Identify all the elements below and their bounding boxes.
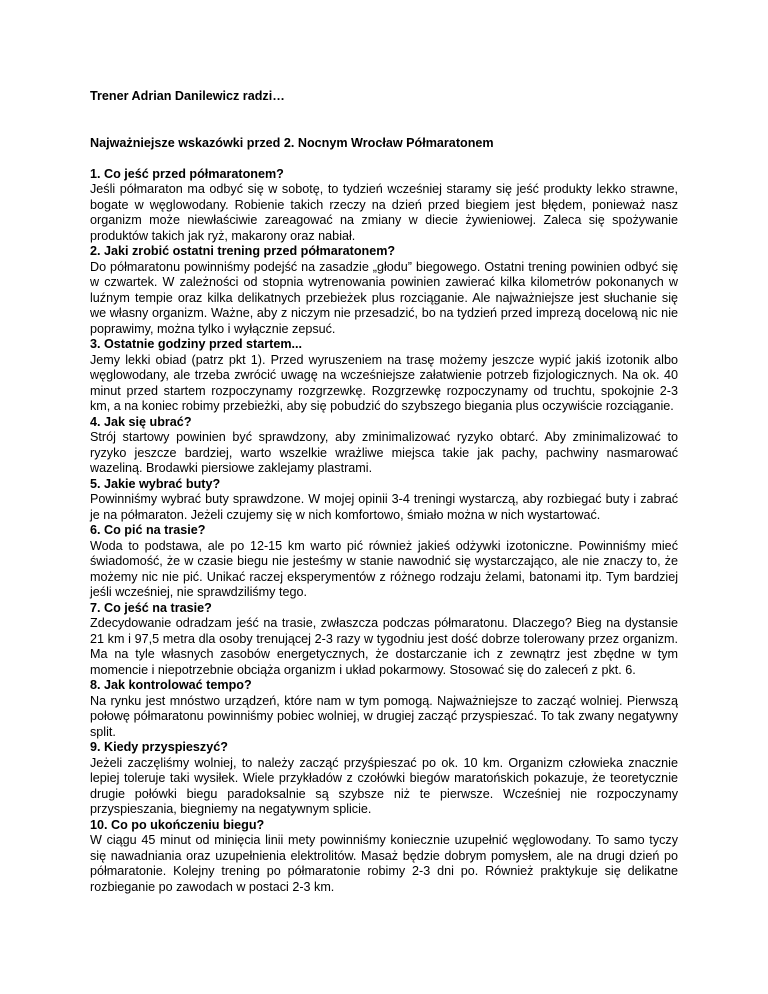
section-heading: 7. Co jeść na trasie?: [90, 600, 212, 615]
section-body: Jemy lekki obiad (patrz pkt 1). Przed wyruszeniem na trasę możemy jeszcze wypić jakiś izotonik albo węglowodany, ale trzeba zwrócić uwagę na wcześniejsze załatwienie potrzeb fizjologicznych. Na ok. 40 minut przed startem rozpoczynamy rozgrzewkę. Rozgrzewkę rozpoczynamy od truchtu, spokojnie 2-3 km, a na koniec robimy przebieżki, aby się pobudzić do szybszego biegania plus oczywiście rozciąganie.: [90, 352, 678, 413]
section-body: Strój startowy powinien być sprawdzony, aby zminimalizować ryzyko obtarć. Aby zminimalizować to ryzyko jeszcze bardziej, warto wszelkie wrażliwe miejsca takie jak pachy, pachwiny nasmarować wazeliną. Brodawki piersiowe zaklejamy plastrami.: [90, 430, 678, 475]
section-heading: 6. Co pić na trasie?: [90, 523, 206, 537]
document-title: Trener Adrian Danilewicz radzi…: [90, 89, 285, 103]
section-body: W ciągu 45 minut od minięcia linii mety powinniśmy koniecznie uzupełnić węglowodany. To samo tyczy się nawadniania oraz uzupełnienia elektrolitów. Masaż będzie dobrym pomysłem, ale na drugi dzień po półmaratonie. Kolejny trening po półmaratonie robimy 2-3 dni po. Również praktykuje się delikatne rozbieganie po zawodach w postaci 2-3 km.: [90, 833, 678, 894]
section-body: Jeżeli zaczęliśmy wolniej, to należy zacząć przyśpieszać po ok. 10 km. Organizm człowieka znacznie lepiej toleruje taki wysiłek. Wiele przykładów z czołówki biegów maratońskich pokazuje, że teoretycznie drugie połówki biegu paradoksalnie są szybsze niż te pierwsze. Wcześniej nie rozpoczynamy przyspieszania, biegniemy na negatywnym splicie.: [90, 755, 678, 816]
section-heading: 8. Jak kontrolować tempo?: [90, 678, 252, 692]
section-body: Powinniśmy wybrać buty sprawdzone. W mojej opinii 3-4 treningi wystarczą, aby rozbiegać buty i zabrać je na półmaraton. Jeżeli czujemy się w nich komfortowo, śmiało można w nich wystartować.: [90, 492, 678, 522]
section-heading: 10. Co po ukończeniu biegu?: [90, 817, 265, 832]
section-body: Do półmaratonu powinniśmy podejść na zasadzie „głodu” biegowego. Ostatni trening powinien odbyć się w czwartek. W zależności od stopnia wytrenowania powinien zawierać kilka kilometrów pokonanych w luźnym tempie oraz kilka delikatnych przebieżek plus rozciąganie. Ale najważniejsze jest słuchanie się we własny organizm. Ważne, aby z niczym nie przesadzić, bo na tydzień przed imprezą docelową nic nie poprawimy, można tylko i wyłącznie zepsuć.: [90, 259, 678, 336]
document-page: [90, 89, 678, 895]
section-heading: 5. Jakie wybrać buty?: [90, 476, 221, 491]
section-body: Woda to podstawa, ale po 12-15 km warto pić również jakieś odżywki izotoniczne. Powinniśmy mieć świadomość, że w czasie biegu nie jesteśmy w stanie nawodnić się wystarczająco, ale nie znaczy to, że możemy nic nie pić. Unikać raczej eksperymentów z różnego rodzaju żelami, batonami itp. Tym bardziej jeśli wcześniej, nie sprawdziliśmy tego.: [90, 538, 678, 599]
section-body: Na rynku jest mnóstwo urządzeń, które nam w tym pomogą. Najważniejsze to zacząć wolniej. Pierwszą połowę półmaratonu powinniśmy pobiec wolniej, w drugiej zacząć przyspieszać. To tak zwany negatywny split.: [90, 693, 678, 739]
section-body: Jeśli półmaraton ma odbyć się w sobotę, to tydzień wcześniej staramy się jeść produkty lekko strawne, bogate w węglowodany. Robienie takich rzeczy na dzień przed biegiem jest błędem, ponieważ nasz organizm może niewłaściwie zareagować na zmiany w diecie żywieniowej. Zaleca się spożywanie produktów takich jak ryż, makarony oraz nabiał.: [90, 182, 678, 243]
document-subtitle: Najważniejsze wskazówki przed 2. Nocnym Wrocław Półmaratonem: [90, 135, 494, 150]
section-heading: 4. Jak się ubrać?: [90, 414, 192, 429]
section-heading: 3. Ostatnie godziny przed startem...: [90, 337, 303, 351]
section-heading: 1. Co jeść przed półmaratonem?: [90, 166, 284, 181]
section-heading: 9. Kiedy przyspieszyć?: [90, 740, 228, 754]
section-heading: 2. Jaki zrobić ostatni trening przed półmaratonem?: [90, 244, 396, 258]
section-body: Zdecydowanie odradzam jeść na trasie, zwłaszcza podczas półmaratonu. Dlaczego? Bieg na dystansie 21 km i 97,5 metra dla osoby trenującej 2-3 razy w tygodniu jest dość dobrze tolerowany przez organizm. Ma na tyle własnych zasobów energetycznych, że dostarczanie ich z zewnątrz jest zbędne w tym momencie i niepotrzebnie obciąża organizm i układ pokarmowy. Stosować się do zaleceń z pkt. 6.: [90, 616, 678, 677]
